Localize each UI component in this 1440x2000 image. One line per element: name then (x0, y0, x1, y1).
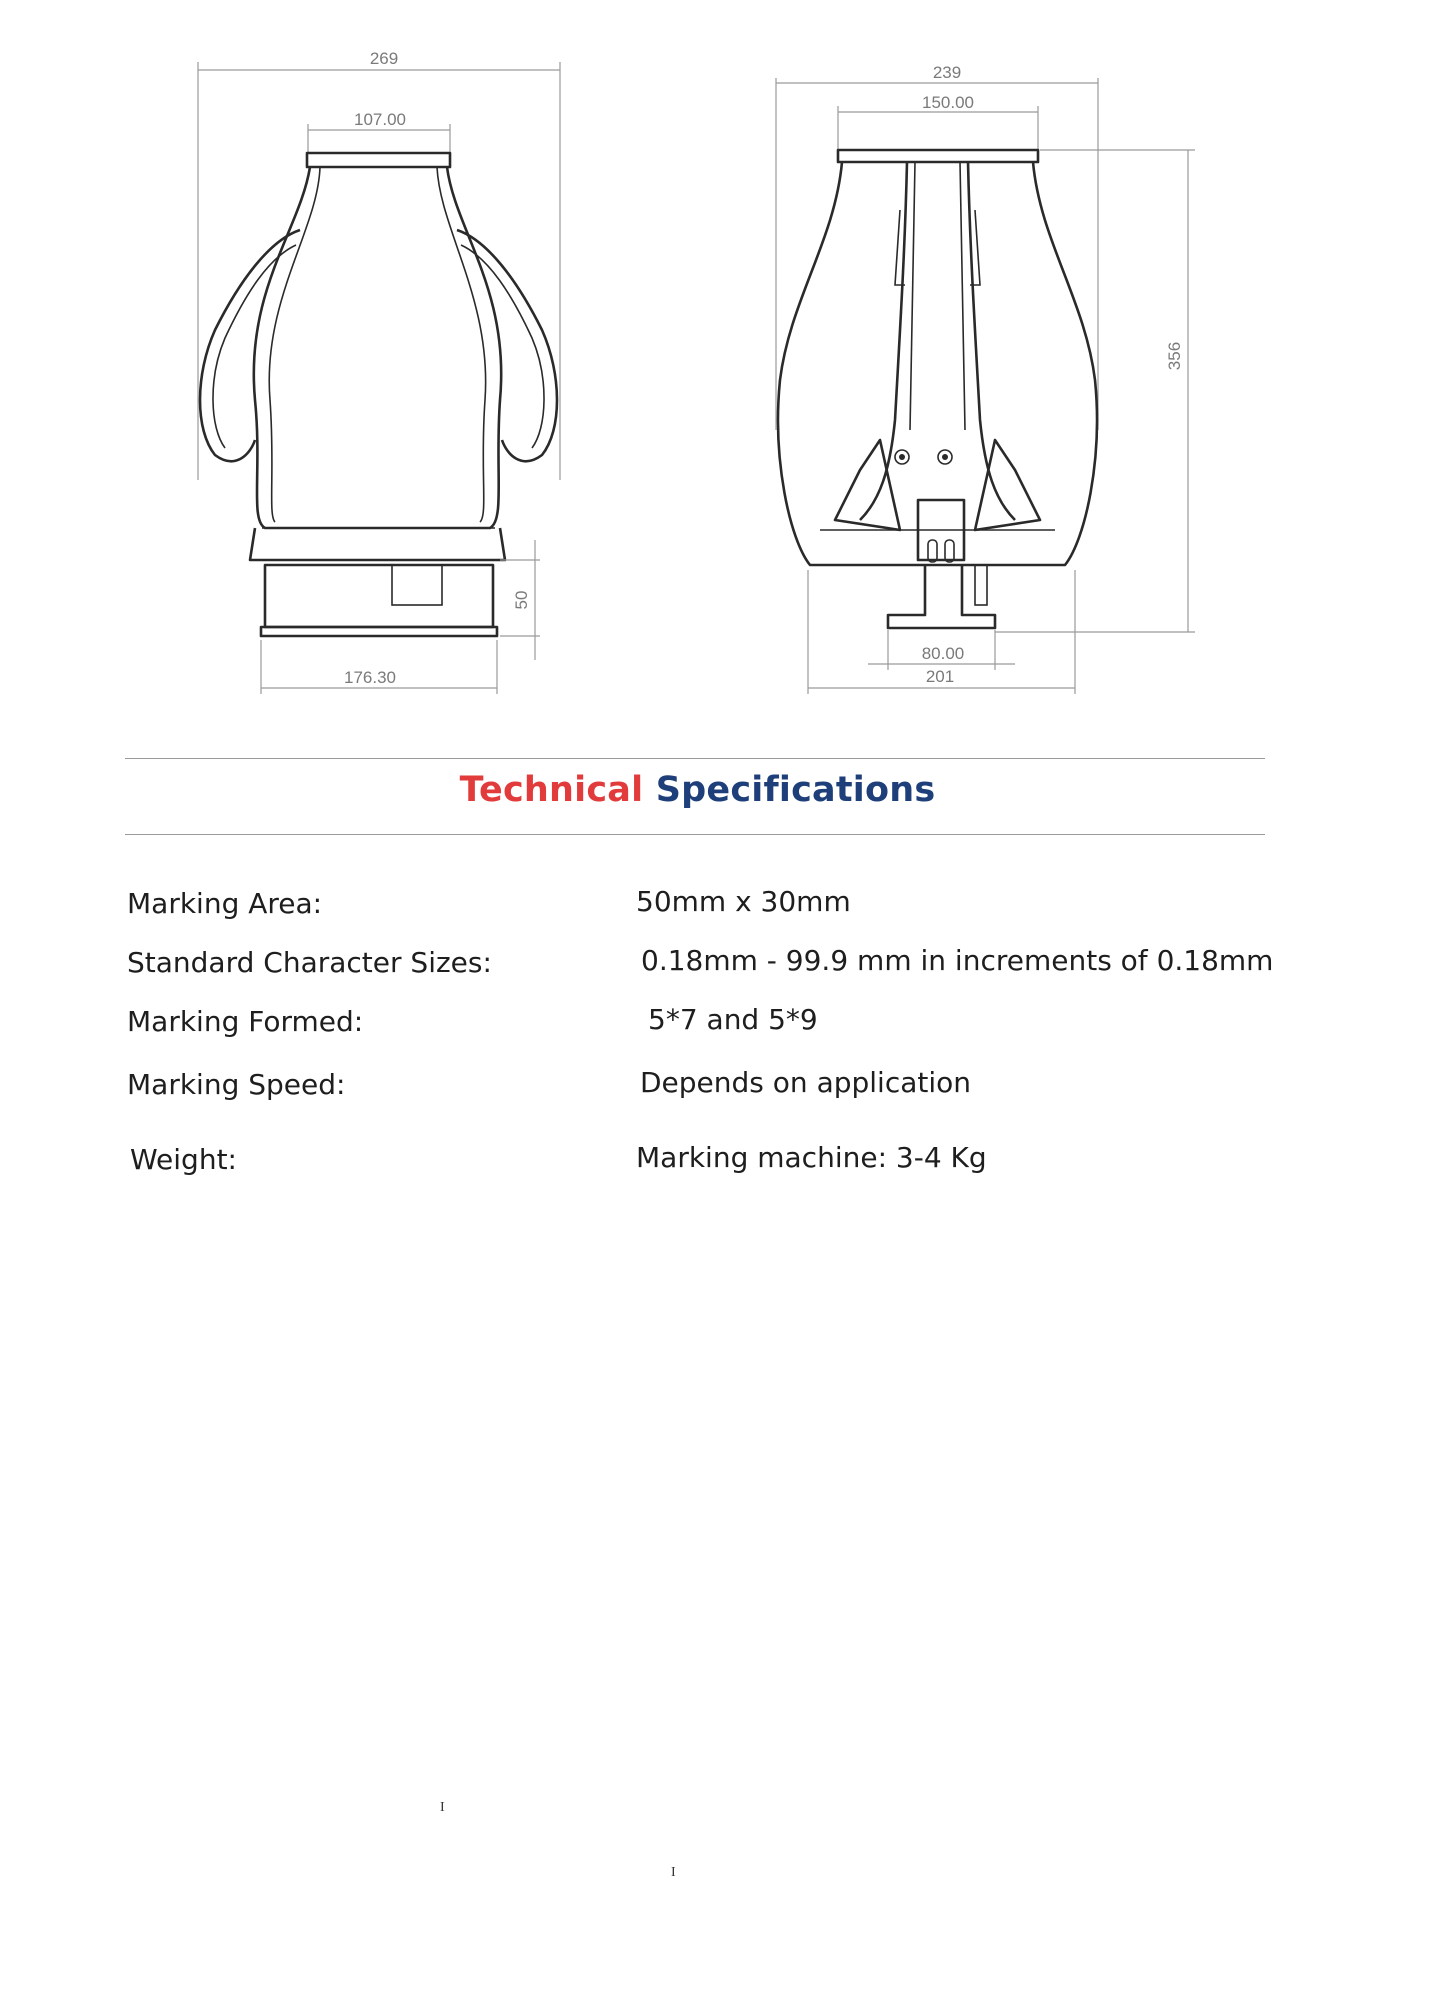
scan-mark: I (671, 1865, 676, 1880)
spec-label-marking-speed: Marking Speed: (127, 1068, 346, 1101)
section-title (0, 770, 1395, 810)
spec-label-marking-formed: Marking Formed: (127, 1005, 364, 1038)
spec-label-marking-area: Marking Area: (127, 887, 323, 920)
dim-side-top-width: 150.00 (922, 93, 974, 112)
dim-front-overall-width: 269 (369, 49, 399, 68)
section-title-part1: Technical (459, 770, 644, 810)
top-divider (125, 758, 1265, 759)
scan-mark: I (440, 1800, 445, 1815)
spec-value-marking-speed: Depends on application (640, 1066, 972, 1099)
dim-side-height: 356 (1165, 341, 1184, 371)
dim-front-top-width: 107.00 (354, 110, 406, 129)
spec-value-marking-area: 50mm x 30mm (636, 885, 851, 918)
spec-value-weight: Marking machine: 3-4 Kg (636, 1141, 987, 1174)
technical-drawing (0, 0, 1440, 720)
front-view (198, 49, 560, 694)
dim-front-base-width: 176.30 (344, 668, 396, 687)
section-title-part2: Specifications (655, 770, 936, 810)
spec-value-marking-formed: 5*7 and 5*9 (648, 1003, 818, 1036)
spec-label-character-sizes: Standard Character Sizes: (127, 946, 492, 979)
spec-value-character-sizes: 0.18mm - 99.9 mm in increments of 0.18mm (641, 944, 1274, 977)
dim-side-foot-width: 80.00 (921, 644, 965, 663)
dim-side-overall-width: 239 (932, 63, 962, 82)
bottom-divider (125, 834, 1265, 835)
dim-side-base-width: 201 (925, 667, 955, 686)
side-view (776, 63, 1195, 694)
spec-label-weight: Weight: (130, 1143, 237, 1176)
dim-front-base-height: 50 (512, 590, 531, 610)
